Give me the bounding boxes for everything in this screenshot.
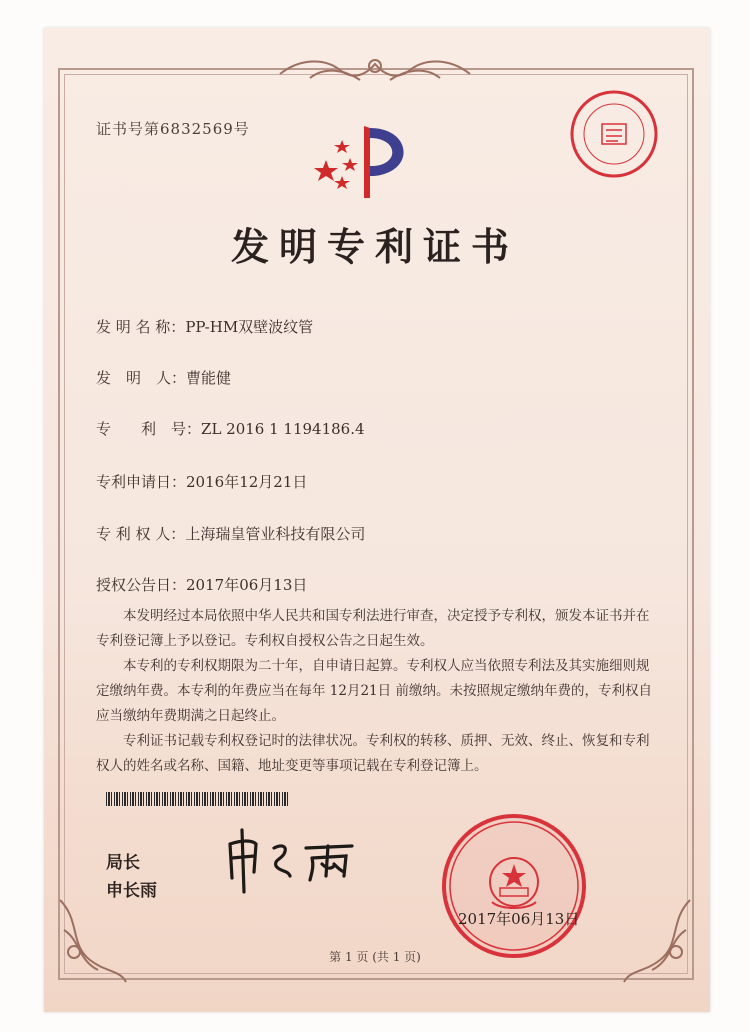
field-patent-number [96, 418, 365, 439]
field-label: 发 明 名 称： [96, 318, 186, 336]
certificate-body [96, 604, 656, 779]
body-paragraph: 本发明经过本局依照中华人民共和国专利法进行审查，决定授予专利权，颁发本证书并在专利登记簿上予以登记。专利权自授权公告之日起生效。 [96, 608, 650, 649]
certificate-number: 证书号第6832569号 [96, 120, 250, 138]
field-grant-date [96, 574, 307, 595]
body-paragraph: 本专利的专利权期限为二十年，自申请日起算。专利权人应当依照专利法及其实施细则规定缴纳年费。本专利的年费应当在每年 12月21日 前缴纳。未按照规定缴纳年费的，专利权自应当缴纳年费期满之日起终止。 [96, 658, 652, 724]
patent-office-logo [312, 118, 422, 200]
field-value: 曹能健 [186, 369, 232, 387]
field-patentee [96, 523, 365, 544]
field-label: 专利申请日： [96, 473, 187, 491]
field-application-date [96, 471, 307, 492]
signature-printed-name: 申长雨 [106, 881, 157, 901]
field-value: ZL 2016 1 1194186.4 [201, 420, 365, 438]
field-value: 2017年06月13日 [186, 576, 308, 594]
field-value: PP-HM双壁波纹管 [185, 318, 314, 336]
signature-role: 局长 [106, 853, 140, 873]
field-label: 授权公告日： [96, 576, 187, 594]
certificate-title: 发明专利证书 [230, 224, 519, 269]
official-red-seal [440, 812, 588, 960]
field-label: 专 利 号： [96, 420, 202, 438]
seal-date: 2017年06月13日 [458, 910, 580, 928]
field-value: 2016年12月21日 [186, 473, 308, 491]
page-indicator: 第 1 页 (共 1 页) [329, 950, 421, 964]
top-ornament [270, 52, 480, 88]
corner-ornament-br [620, 890, 700, 990]
field-inventor [96, 367, 231, 388]
body-paragraph: 专利证书记载专利权登记时的法律状况。专利权的转移、质押、无效、终止、恢复和专利权人的姓名或名称、国籍、地址变更等事项记载在专利登记簿上。 [96, 733, 650, 774]
corner-ornament-bl [50, 890, 130, 990]
handwritten-signature [222, 826, 382, 896]
field-label: 专 利 权 人： [96, 525, 186, 543]
field-value: 上海瑞皇管业科技有限公司 [185, 525, 366, 543]
agency-stamp [566, 86, 662, 182]
field-label: 发 明 人： [96, 369, 187, 387]
barcode [106, 792, 290, 806]
field-invention-name [96, 316, 313, 337]
